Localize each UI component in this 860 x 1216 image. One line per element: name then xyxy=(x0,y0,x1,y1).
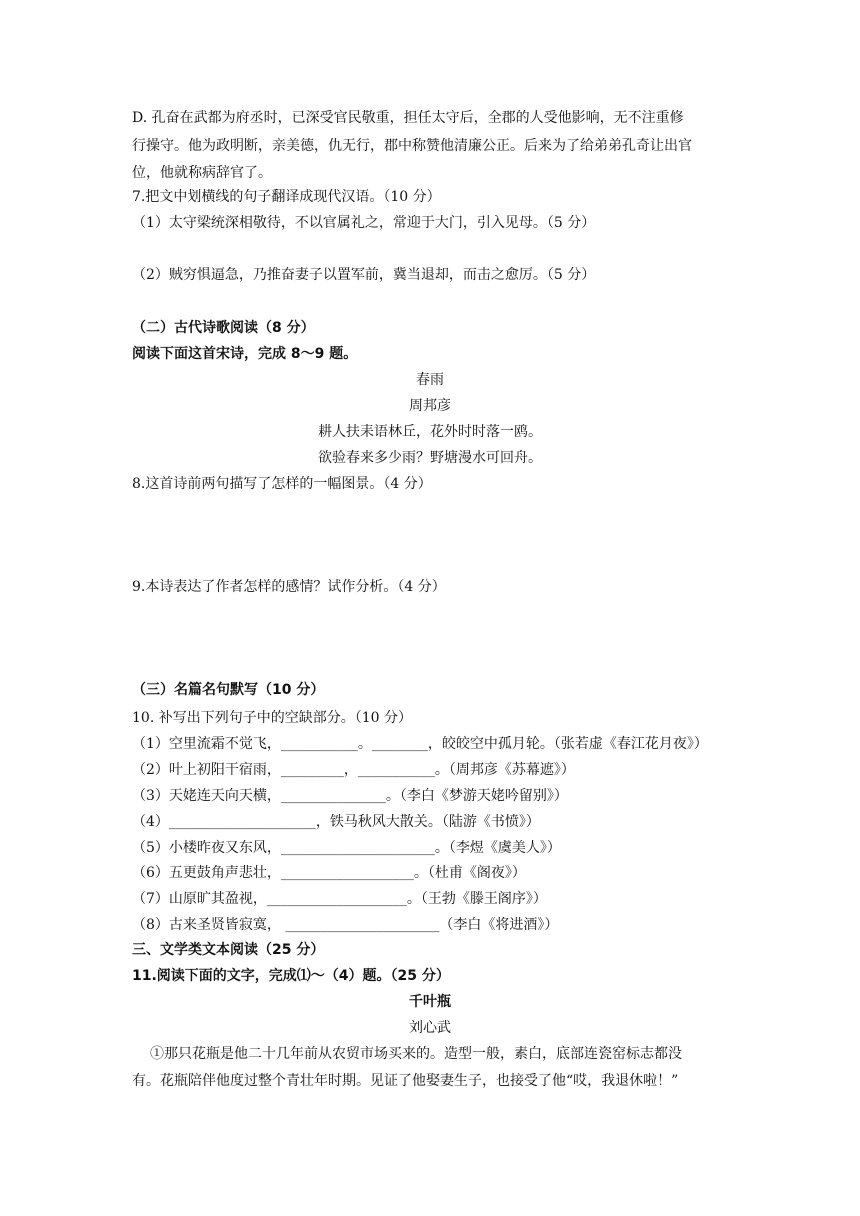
question-7-title: 7.把文中划横线的句子翻译成现代汉语。（10 分） xyxy=(132,189,441,205)
section-2-instruction: 阅读下面这首宋诗，完成 8～9 题。 xyxy=(132,346,358,362)
part-3-heading: 三、文学类文本阅读（25 分） xyxy=(132,942,325,958)
poem-author: 周邦彦 xyxy=(409,398,451,414)
question-8: 8.这首诗前两句描写了怎样的一幅图景。（4 分） xyxy=(132,476,432,492)
question-9: 9.本诗表达了作者怎样的感情？试作分析。（4 分） xyxy=(132,579,446,595)
option-d-line2: 行操守。他为政明断，亲美德，仇无行，郡中称赞他清廉公正。后来为了给弟弟孔奇让出官 xyxy=(132,138,692,154)
question-11: 11.阅读下面的文字，完成⑴～（4）题。（25 分） xyxy=(132,968,450,984)
poem-line-2: 欲验春来多少雨？野塘漫水可回舟。 xyxy=(318,450,542,466)
question-10: 10. 补写出下列句子中的空缺部分。（10 分） xyxy=(132,710,412,726)
question-7-item-2: （2）贼穷惧逼急，乃推奋妻子以置军前，冀当退却，而击之愈厉。（5 分） xyxy=(132,267,596,283)
story-paragraph-1-line-2: 有。花瓶陪伴他度过整个青壮年时期。见证了他娶妻生子，也接受了他“哎，我退休啦！” xyxy=(132,1073,679,1089)
dictation-item-6: （6）五更鼓角声悲壮，___________________。（杜甫《阁夜》） xyxy=(132,865,526,881)
dictation-item-1: （1）空里流霜不觉飞，___________。________，皎皎空中孤月轮。（张若虚《春江花月夜》） xyxy=(132,736,708,752)
story-title: 千叶瓶 xyxy=(409,994,451,1010)
question-7-item-1: （1）太守梁统深相敬待，不以官属礼之，常迎于大门，引入见母。（5 分） xyxy=(132,215,596,231)
dictation-item-4: （4）_____________________，铁马秋风大散关。（陆游《书愤》） xyxy=(132,814,540,830)
story-paragraph-1-line-1: ①那只花瓶是他二十几年前从农贸市场买来的。造型一般，素白，底部连瓷窑标志都没 xyxy=(150,1046,682,1062)
option-d-line1: D. 孔奋在武都为府丞时，已深受官民敬重，担任太守后，全郡的人受他影响，无不注重修 xyxy=(132,110,684,126)
section-3-heading: （三）名篇名句默写（10 分） xyxy=(132,682,325,698)
poem-title: 春雨 xyxy=(416,372,444,388)
dictation-item-2: （2）叶上初阳干宿雨，_________，___________。（周邦彦《苏幕遮》） xyxy=(132,762,575,778)
story-author: 刘心武 xyxy=(409,1020,451,1036)
dictation-item-3: （3）天姥连天向天横，_______________。（李白《梦游天姥吟留别》） xyxy=(132,788,568,804)
dictation-item-8: （8）古来圣贤皆寂寞， ______________________（李白《将进酒》） xyxy=(132,917,559,933)
section-2-heading: （二）古代诗歌阅读（8 分） xyxy=(132,320,315,336)
option-d-line3: 位，他就称病辞官了。 xyxy=(132,165,272,181)
poem-line-1: 耕人扶耒语林丘，花外时时落一鸥。 xyxy=(318,424,542,440)
dictation-item-5: （5）小楼昨夜又东风，______________________。（李煜《虞美人》） xyxy=(132,840,561,856)
dictation-item-7: （7）山原旷其盈视，____________________。（王勃《滕王阁序》） xyxy=(132,891,547,907)
